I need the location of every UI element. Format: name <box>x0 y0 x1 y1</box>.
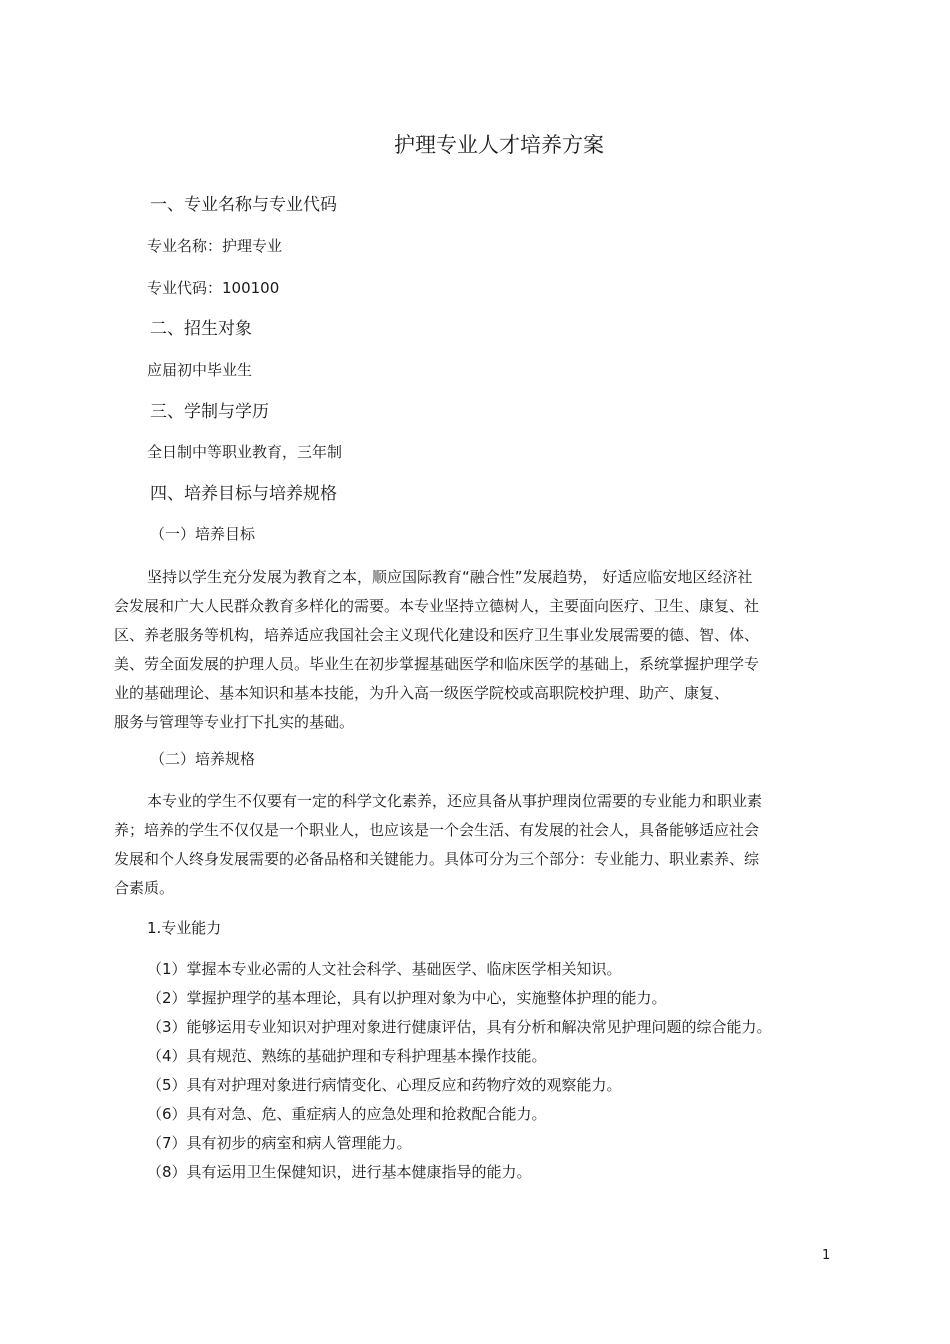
goals-paragraph <box>114 563 838 737</box>
paragraph-line: 坚持以学生充分发展为教育之本，顺应国际教育“融合性”发展趋势， 好适应临安地区经济社 <box>147 568 753 586</box>
list-item: （8）具有运用卫生保健知识，进行基本健康指导的能力。 <box>147 1163 532 1181</box>
paragraph-line: 会发展和广大人民群众教育多样化的需要。本专业坚持立德树人，主要面向医疗、卫生、康复、社 <box>114 597 760 615</box>
paragraph-line: 业的基础理论、基本知识和基本技能，为升入高一级医学院校或高职院校护理、助产、康复、 <box>114 684 730 702</box>
list-item: （4）具有规范、熟练的基础护理和专科护理基本操作技能。 <box>147 1047 547 1065</box>
section-heading-2: 二、招生对象 <box>150 319 252 339</box>
enrollment-text: 应届初中毕业生 <box>147 361 253 379</box>
list-item: （1）掌握本专业必需的人文社会科学、基础医学、临床医学相关知识。 <box>147 960 622 978</box>
ability-heading: 1.专业能力 <box>147 919 222 937</box>
section-heading-3: 三、学制与学历 <box>150 402 269 422</box>
list-item: （7）具有初步的病室和病人管理能力。 <box>147 1134 412 1152</box>
paragraph-line: 发展和个人终身发展需要的必备品格和关键能力。具体可分为三个部分：专业能力、职业素养、综 <box>114 850 760 868</box>
paragraph-line: 服务与管理等专业打下扎实的基础。 <box>114 713 355 731</box>
page-title: 护理专业人才培养方案 <box>394 133 604 157</box>
list-item: （3）能够运用专业知识对护理对象进行健康评估，具有分析和解决常见护理问题的综合能力。 <box>147 1018 772 1036</box>
paragraph-line: 美、劳全面发展的护理人员。毕业生在初步掌握基础医学和临床医学的基础上，系统掌握护理学专 <box>114 655 760 673</box>
page-number: 1 <box>822 1248 831 1263</box>
paragraph-line: 合素质。 <box>114 879 175 897</box>
schooling-text: 全日制中等职业教育，三年制 <box>147 443 343 461</box>
paragraph-line: 区、养老服务等机构，培养适应我国社会主义现代化建设和医疗卫生事业发展需要的德、智、体、 <box>114 626 760 644</box>
section-heading-4: 四、培养目标与培养规格 <box>150 484 337 504</box>
major-code-line: 专业代码：100100 <box>147 279 280 297</box>
subsection-heading-goals: （一）培养目标 <box>150 525 256 543</box>
ability-list <box>147 955 772 1187</box>
paragraph-line: 本专业的学生不仅要有一定的科学文化素养，还应具备从事护理岗位需要的专业能力和职业素 <box>147 792 763 810</box>
subsection-heading-specs: （二）培养规格 <box>150 750 256 768</box>
section-heading-1: 一、专业名称与专业代码 <box>150 195 337 215</box>
paragraph-line: 养；培养的学生不仅仅是一个职业人，也应该是一个会生活、有发展的社会人，具备能够适应社会 <box>114 821 760 839</box>
list-item: （6）具有对急、危、重症病人的应急处理和抢救配合能力。 <box>147 1105 547 1123</box>
specs-paragraph <box>114 787 838 903</box>
major-name-line: 专业名称：护理专业 <box>147 237 283 255</box>
list-item: （2）掌握护理学的基本理论，具有以护理对象为中心，实施整体护理的能力。 <box>147 989 667 1007</box>
list-item: （5）具有对护理对象进行病情变化、心理反应和药物疗效的观察能力。 <box>147 1076 622 1094</box>
